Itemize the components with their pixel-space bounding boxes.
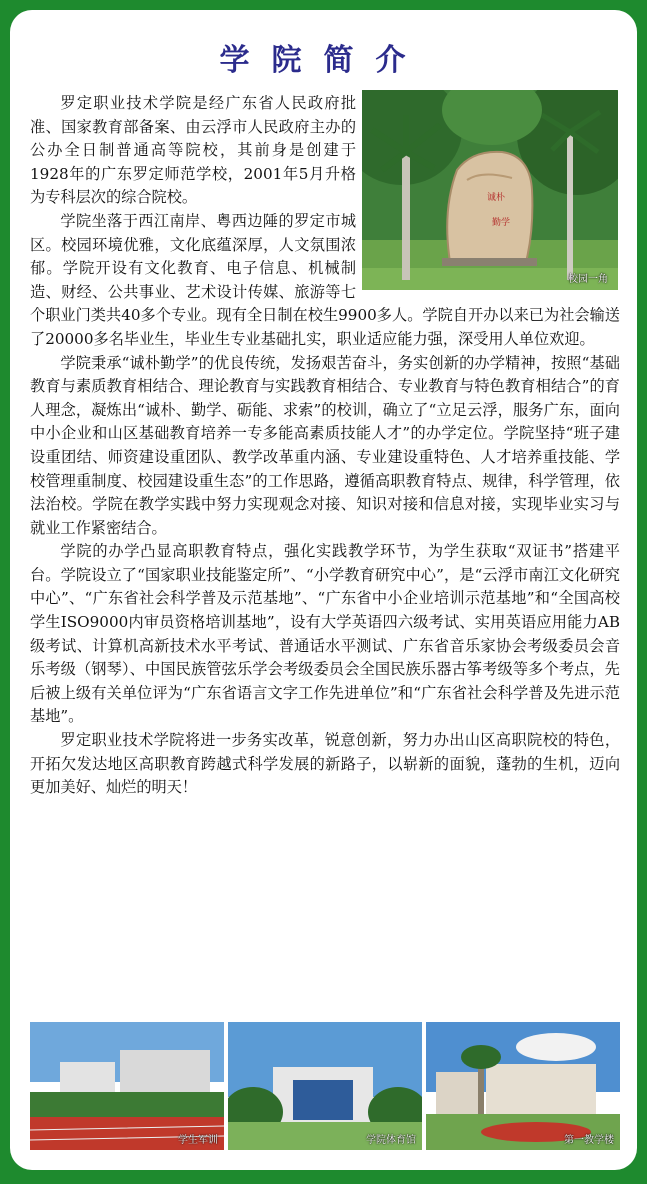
photo-gymnasium [228, 1022, 422, 1150]
paragraph-1: 罗定职业技术学院是经广东省人民政府批准、国家教育部备案、由云浮市人民政府主办的公办全日制普通高等院校，其前身是创建于1928年的广东罗定师范学校，2001年5月升格为专科层次的综合院校。 [30, 94, 356, 207]
photo-teaching-building [426, 1022, 620, 1150]
hero-caption: 校园一角 [568, 274, 608, 285]
photo-placeholder-float [356, 92, 620, 286]
paragraph-2: 学院坐落于西江南岸、粤西边陲的罗定市城区。校园环境优雅，文化底蕴深厚，人文氛围浓郁。学院开设有文化教育、电子信息、机械制造、财经、公共事业、艺术设计传媒、旅游等七个职业门类共40多个专业。现有全日制在校生9900多人。学院自开办以来已为社会输送了20000多名毕业生，毕业生专业基础扎实，职业适应能力强，深受用人单位欢迎。 [30, 211, 620, 348]
svg-text:诚朴: 诚朴 [487, 193, 506, 203]
paragraph-5: 罗定职业技术学院将进一步务实改革，锐意创新，努力办出山区高职院校的特色，开拓欠发达地区高职教育跨越式科学发展的新路子，以崭新的面貌，蓬勃的生机，迈向更加美好、灿烂的明天！ [30, 731, 620, 797]
article-body [30, 92, 620, 800]
photo-strip [30, 1022, 620, 1162]
photo-caption: 学院体育馆 [366, 1135, 416, 1146]
photo-caption: 第一教学楼 [564, 1135, 614, 1146]
svg-text:勤学: 勤学 [492, 218, 511, 228]
page-title: 学院简介 [219, 43, 428, 78]
photo-military-training [30, 1022, 224, 1150]
content-panel [10, 10, 637, 1170]
paragraph-4: 学院的办学凸显高职教育特点，强化实践教学环节，为学生获取“双证书”搭建平台。学院设立了“国家职业技能鉴定所”、“小学教育研究中心”，是“云浮市南江文化研究中心”、“广东省社会科学普及示范基地”、“广东省中小企业培训示范基地”和“全国高校学生ISO9000内审员资格培训基地”，设有大学英语四六级考试、实用英语应用能力AB级考试、计算机高新技术水平考试、普通话水平测试、广东省音乐家协会考级委员会音乐考级（钢琴）、中国民族管弦乐学会考级委员会全国民族乐器古筝考级等多个考点，先后被上级有关单位评为“广东省语言文字工作先进单位”和“广东省社会科学普及先进示范基地”。 [30, 542, 620, 726]
paragraph-3: 学院秉承“诚朴勤学”的优良传统，发扬艰苦奋斗，务实创新的办学精神，按照“基础教育与素质教育相结合、理论教育与实践教育相结合、专业教育与特色教育相结合”的育人理念，凝炼出“诚朴、勤学、砺能、求索”的校训，确立了“立足云浮，服务广东，面向中小企业和山区基础教育培养一专多能高素质技能人才”的办学定位。学院坚持“班子建设重团结、师资建设重团队、教学改革重内涵、专业建设重特色、人才培养重技能、学校管理重制度、校园建设重生态”的工作思路，遵循高职教育特点、规律，科学管理，依法治校。学院在教学实践中努力实现观念对接、知识对接和信息对接，实现毕业实习与就业工作紧密结合。 [30, 353, 620, 537]
photo-caption: 学生军训 [178, 1135, 218, 1146]
